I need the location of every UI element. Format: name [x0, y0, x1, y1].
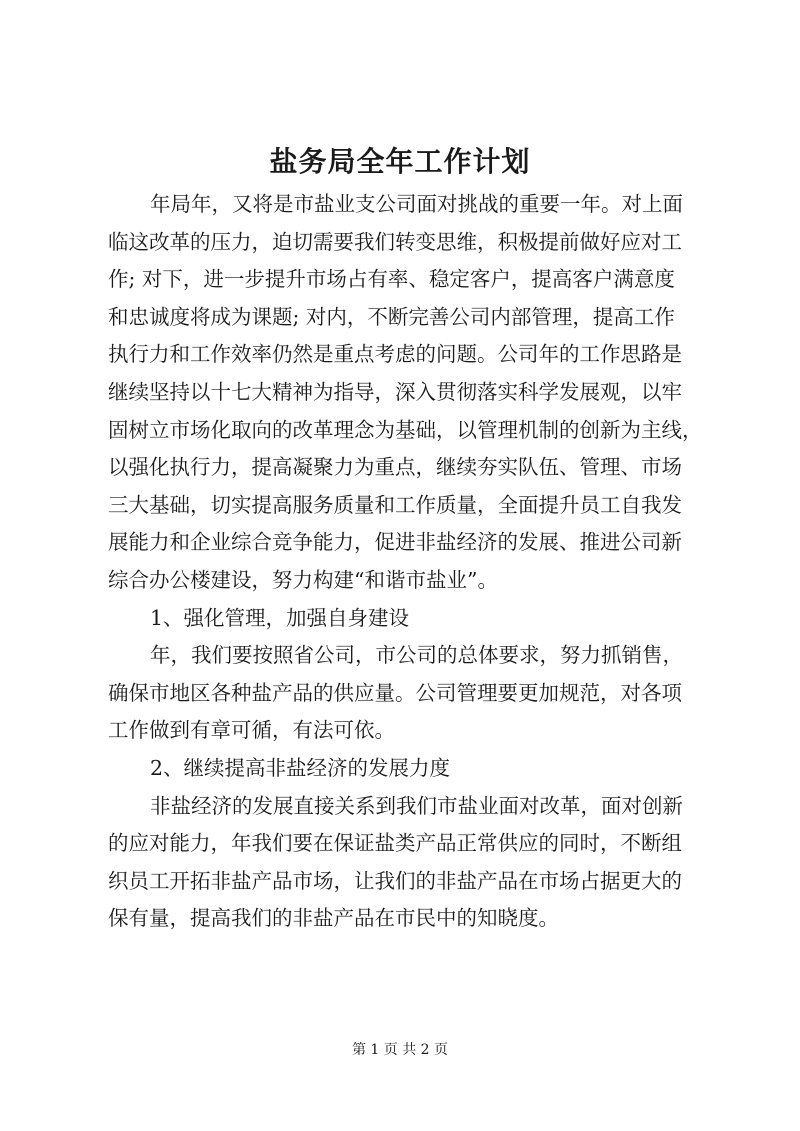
paragraph-line: 以强化执行力，提高凝聚力为重点，继续夯实队伍、管理、市场: [108, 455, 682, 480]
paragraph-line: 临这改革的压力，迫切需要我们转变思维，积极提前做好应对工: [108, 229, 682, 254]
document-title: 盐务局全年工作计划: [269, 145, 531, 178]
document-body: [108, 186, 703, 938]
paragraph-line: 织员工开拓非盐产品市场，让我们的非盐产品在市场占据更大的: [108, 868, 682, 893]
page-footer: 第 1 页 共 2 页: [351, 1042, 449, 1058]
paragraph-line: 继续坚持以十七大精神为指导，深入贯彻落实科学发展观，以牢: [108, 379, 682, 404]
paragraph-line: 展能力和企业综合竞争能力，促进非盐经济的发展、推进公司新: [108, 530, 682, 555]
paragraph-line: 固树立市场化取向的改革理念为基础，以管理机制的创新为主线，: [108, 417, 703, 442]
paragraph-line: 确保市地区各种盐产品的供应量。公司管理要更加规范，对各项: [108, 680, 682, 705]
paragraph-line: 工作做到有章可循，有法可依。: [108, 718, 395, 743]
section-heading-2: 2、继续提高非盐经济的发展力度: [150, 755, 451, 780]
section-heading-1: 1、强化管理，加强自身建设: [150, 605, 410, 630]
paragraph-line: 年，我们要按照省公司，市公司的总体要求，努力抓销售，: [150, 643, 683, 668]
paragraph-line: 作; 对下，进一步提升市场占有率、稳定客户，提高客户满意度: [108, 267, 675, 292]
paragraph-line: 综合办公楼建设，努力构建“和谐市盐业”。: [108, 567, 498, 592]
paragraph-line: 保有量，提高我们的非盐产品在市民中的知晓度。: [108, 906, 559, 931]
paragraph-line: 执行力和工作效率仍然是重点考虑的问题。公司年的工作思路是: [108, 342, 682, 367]
paragraph-line: 非盐经济的发展直接关系到我们市盐业面对改革，面对创新: [150, 793, 683, 818]
paragraph-line: 三大基础，切实提高服务质量和工作质量，全面提升员工自我发: [108, 492, 682, 517]
paragraph-line: 的应对能力，年我们要在保证盐类产品正常供应的同时，不断组: [108, 831, 682, 856]
paragraph-line: 和忠诚度将成为课题; 对内，不断完善公司内部管理，提高工作: [108, 304, 675, 329]
paragraph-line: 年局年，又将是市盐业支公司面对挑战的重要一年。对上面: [150, 192, 683, 216]
